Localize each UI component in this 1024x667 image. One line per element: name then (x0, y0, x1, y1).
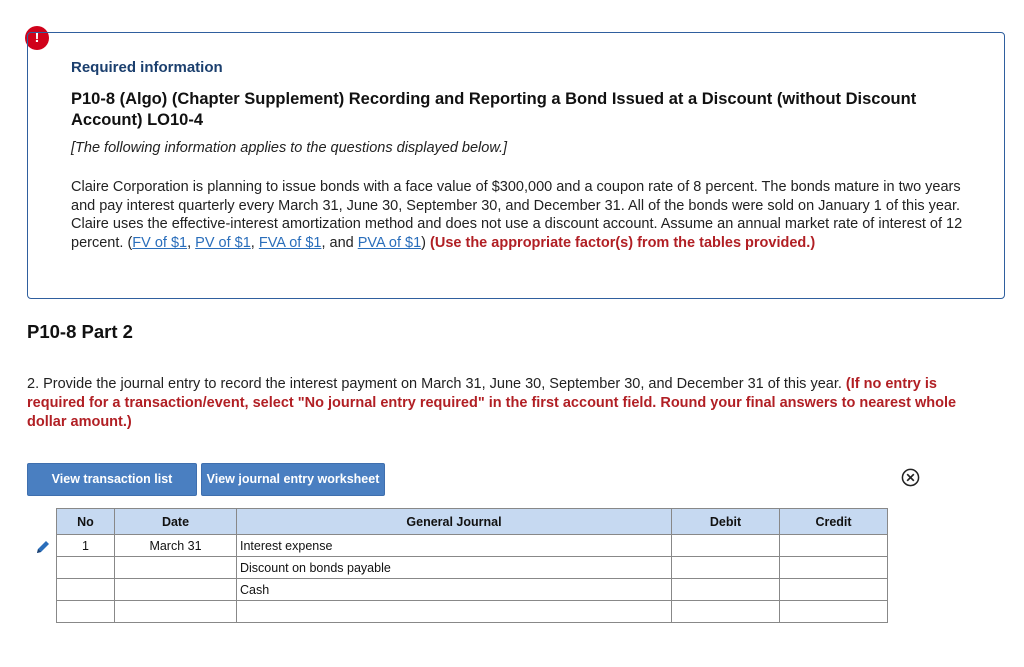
row-no (57, 579, 115, 601)
required-information-label: Required information (71, 59, 223, 76)
info-note: [The following information applies to the questions displayed below.] (71, 140, 508, 156)
problem-description (71, 178, 971, 252)
part-title: P10-8 Part 2 (27, 321, 133, 342)
header-debit: Debit (672, 509, 780, 535)
fv-link[interactable]: FV of $1 (132, 234, 188, 251)
debit-cell[interactable] (672, 535, 780, 557)
row-no (57, 601, 115, 623)
debit-cell[interactable] (672, 601, 780, 623)
row-date (115, 557, 237, 579)
header-date: Date (115, 509, 237, 535)
link-sep-3: , and (321, 234, 358, 251)
problem-title: P10-8 (Algo) (Chapter Supplement) Recording and Reporting a Bond Issued at a Discount (without Discount Account) LO10-4 (71, 90, 917, 129)
question-instruction: (If no entry is required for a transaction/event, select "No journal entry required" in the first account field. Round your final answers to nearest whole dollar amount.) (27, 376, 957, 430)
header-general-journal: General Journal (237, 509, 672, 535)
question-body: 2. Provide the journal entry to record the interest payment on March 31, June 30, September 30, and December 31 of this year. (27, 376, 842, 392)
header-no: No (57, 509, 115, 535)
table-row (57, 579, 888, 601)
credit-cell[interactable] (780, 557, 888, 579)
pencil-icon[interactable] (34, 538, 52, 556)
header-credit: Credit (780, 509, 888, 535)
row-no (57, 557, 115, 579)
table-row (57, 535, 888, 557)
view-transaction-list-button[interactable]: View transaction list (27, 463, 197, 496)
journal-table (56, 508, 888, 623)
table-row (57, 557, 888, 579)
account-cell[interactable]: Discount on bonds payable (237, 557, 672, 579)
fva-link[interactable]: FVA of $1 (258, 234, 322, 251)
paren-close: ) (421, 234, 426, 251)
account-cell[interactable] (237, 601, 672, 623)
factor-instruction: (Use the appropriate factor(s) from the tables provided.) (430, 234, 816, 251)
row-date (115, 579, 237, 601)
credit-cell[interactable] (780, 601, 888, 623)
close-circle-icon[interactable] (901, 468, 920, 487)
row-no: 1 (57, 535, 115, 557)
credit-cell[interactable] (780, 535, 888, 557)
row-date: March 31 (115, 535, 237, 557)
account-cell[interactable]: Cash (237, 579, 672, 601)
pv-link[interactable]: PV of $1 (195, 234, 251, 251)
paren-open: ( (127, 234, 133, 251)
row-date (115, 601, 237, 623)
credit-cell[interactable] (780, 579, 888, 601)
debit-cell[interactable] (672, 579, 780, 601)
question-text (27, 375, 997, 432)
account-cell[interactable]: Interest expense (237, 535, 672, 557)
view-journal-entry-worksheet-button[interactable]: View journal entry worksheet (201, 463, 385, 496)
table-header-row (57, 509, 888, 535)
problem-body-text: Claire Corporation is planning to issue bonds with a face value of $300,000 and a coupon rate of 8 percent. The bonds mature in two years and pay interest quarterly every March 31, June 30, September 30, and December 31. All of the bonds were sold on January 1 of this year. Claire uses the effective-interest amortization method and does not use a discount account. Assume an annual market rate of interest of 12 percent. (71, 179, 963, 251)
link-sep-2: , (250, 234, 259, 251)
debit-cell[interactable] (672, 557, 780, 579)
link-sep-1: , (187, 234, 196, 251)
table-row (57, 601, 888, 623)
alert-icon: ! (25, 26, 49, 50)
pva-link[interactable]: PVA of $1 (357, 234, 422, 251)
